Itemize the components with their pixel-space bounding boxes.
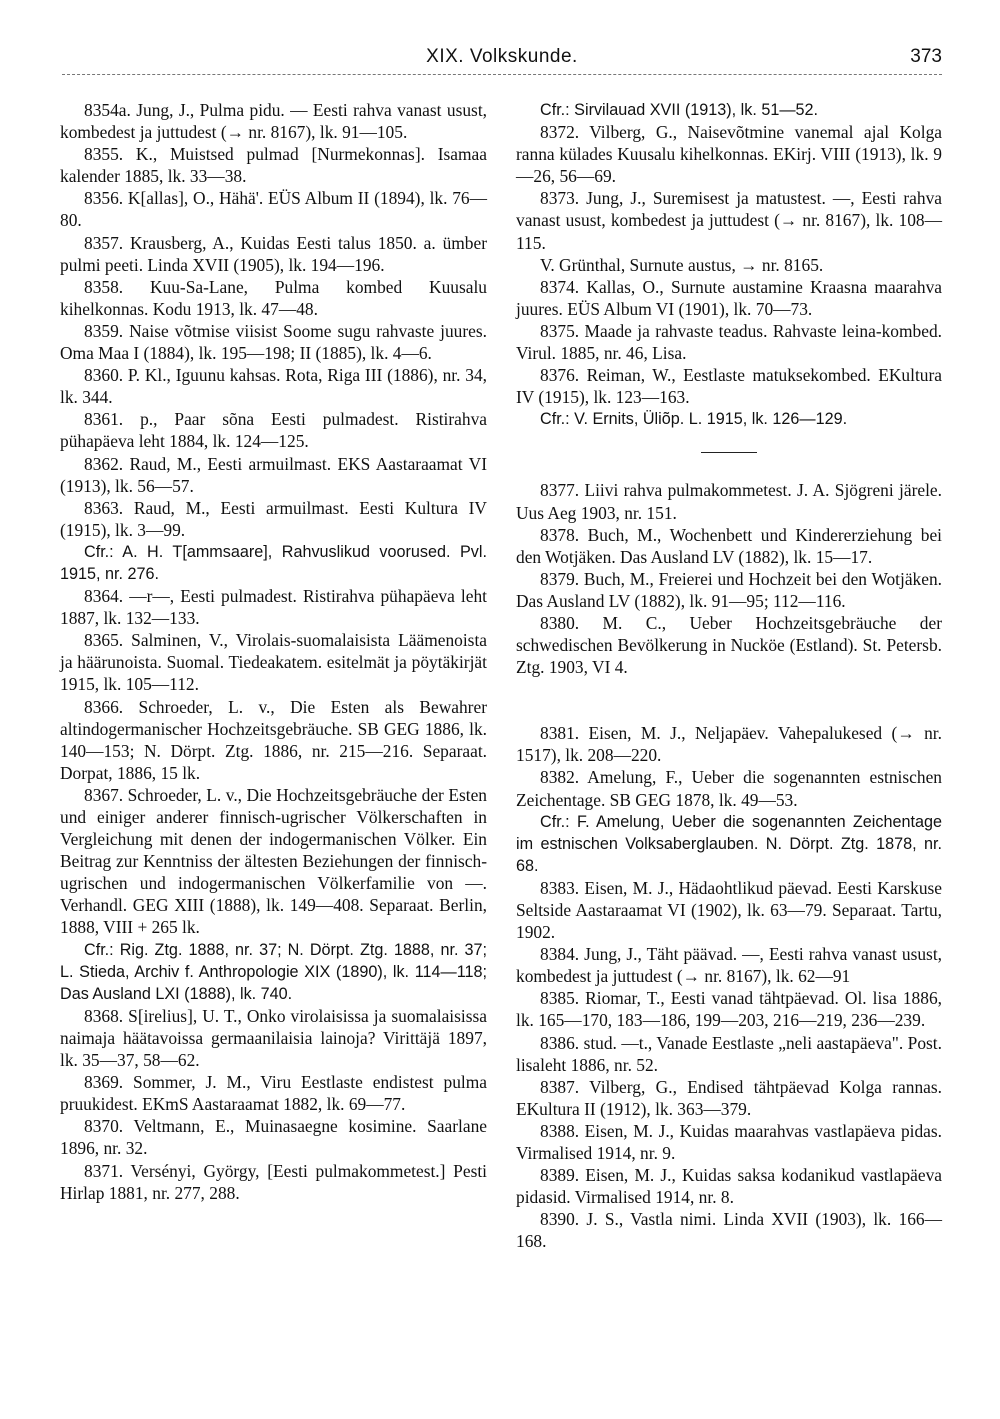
entry-8379: 8379. Buch, M., Freierei und Hochzeit bei den Wotjäken. Das Ausland LV (1882), lk. 91—95; 112—116. [516, 568, 942, 611]
cfr-note: Cfr.: F. Amelung, Ueber die sogenannten Zeichentage im estnischen Volksaberglauben. N. Dörpt. Ztg. 1878, nr. 68. [516, 812, 942, 875]
section-gap [516, 678, 942, 722]
entry-8367: 8367. Schroeder, L. v., Die Hochzeitsgebräuche der Esten und einiger anderer finnisch-ugrischer Völkerschaften in Vergleichung mit denen der indogermanischen Völker. Ein Beitrag zur Kenntniss der ältesten Beziehungen der finnisch-ugrischen und indogermanischen Völkerfamilie von —. Verhandl. GEG XIII (1888), lk. 149—408. Separaat. Berlin, 1888, VIII + 265 lk. [60, 784, 487, 938]
entry-8366: 8366. Schroeder, L. v., Die Esten als Bewahrer altindogermanischer Hochzeitsgebräuche. SB GEG 1886, lk. 140—153; N. Dörpt. Ztg. 1886, nr. 215—216. Separaat. Dorpat, 1886, 15 lk. [60, 696, 487, 783]
entry-8361: 8361. p., Paar sõna Eesti pulmadest. Ristirahva pühapäeva leht 1884, lk. 124—125. [60, 409, 487, 452]
entry-8383: 8383. Eisen, M. J., Hädaohtlikud päevad. Eesti Karskuse Seltside Aastaraamat VI (1902), lk. 63—79. Separaat. Tartu, 1902. [516, 877, 942, 943]
entry-8385: 8385. Riomar, T., Eesti vanad tähtpäevad. Ol. lisa 1886, lk. 165—170, 183—186, 199—203, 216—219, 236—239. [516, 988, 942, 1031]
entry-8359: 8359. Naise võtmise viisist Soome sugu rahvaste juures. Oma Maa I (1884), lk. 195—198; II (1885), lk. 4—6. [60, 320, 487, 364]
entry-8389: 8389. Eisen, M. J., Kuidas saksa kodanikud vastlapäeva pidasid. Virmalised 1914, nr. 8. [516, 1165, 942, 1208]
cfr-note: Cfr.: Sirvilauad XVII (1913), lk. 51—52. [540, 101, 819, 119]
running-header [62, 44, 942, 76]
section-separator [701, 452, 757, 453]
section-title: XIX. Volkskunde. [426, 46, 578, 67]
entry-8378: 8378. Buch, M., Wochenbett und Kindererziehung bei den Wotjäken. Das Ausland LV (1882), lk. 15—17. [516, 524, 942, 567]
entry-8387: 8387. Vilberg, G., Endised tähtpäevad Kolga rannas. EKultura II (1912), lk. 363—379. [516, 1076, 942, 1119]
entry-8363: 8363. Raud, M., Eesti armuilmast. Eesti Kultura IV (1915), lk. 3—99. [60, 497, 487, 540]
entry-8356: 8356. K[allas], O., Hähä'. EÜS Album II (1894), lk. 76—80. [60, 188, 487, 231]
cfr-note: Cfr.: A. H. T[ammsaare], Rahvuslikud voorused. Pvl. 1915, nr. 276. [60, 542, 487, 583]
entry-8390: 8390. J. S., Vastla nimi. Linda XVII (1903), lk. 166—168. [516, 1209, 942, 1252]
entry-8358: 8358. Kuu-Sa-Lane, Pulma kombed Kuusalu kihelkonnas. Kodu 1913, lk. 47—48. [60, 276, 487, 319]
cross-reference: V. Grünthal, Surnute austus, → nr. 8165. [540, 254, 824, 275]
entry-8362: 8362. Raud, M., Eesti armuilmast. EKS Aastaraamat VI (1913), lk. 56—57. [60, 453, 487, 496]
entry-8365: 8365. Salminen, V., Virolais-suomalaisista Läämenoista ja häärunoista. Suomal. Tiedeakatem. esitelmät ja pöytäkirjät 1915, lk. 105—112. [60, 630, 487, 695]
entry-8375: 8375. Maade ja rahvaste teadus. Rahvaste leina-kombed. Virul. 1885, nr. 46, Lisa. [516, 320, 942, 364]
entry-8357: 8357. Krausberg, A., Kuidas Eesti talus 1850. a. ümber pulmi peeti. Linda XVII (1905), lk. 194—196. [60, 232, 487, 275]
cfr-note: Cfr.: Rig. Ztg. 1888, nr. 37; N. Dörpt. Ztg. 1888, nr. 37; L. Stieda, Archiv f. Anthropologie XIX (1890), lk. 114—118; Das Ausland LXI (1888), lk. 740. [60, 940, 487, 1003]
entry-8360: 8360. P. Kl., Iguunu kahsas. Rota, Riga III (1886), nr. 34, lk. 344. [60, 365, 487, 408]
entry-8369: 8369. Sommer, J. M., Viru Eestlaste endistest pulma pruukidest. EKmS Aastaraamat 1882, lk. 69—77. [60, 1072, 487, 1115]
entry-8371: 8371. Versényi, György, [Eesti pulmakommetest.] Pesti Hirlap 1881, nr. 277, 288. [60, 1160, 487, 1203]
entry-8386: 8386. stud. —t., Vanade Eestlaste „neli aastapäeva". Post. lisaleht 1886, nr. 52. [516, 1032, 942, 1075]
entry-8377: 8377. Liivi rahva pulmakommetest. J. A. Sjögreni järele. Uus Aeg 1903, nr. 151. [516, 480, 942, 523]
right-column [516, 99, 942, 1253]
entry-8376: 8376. Reiman, W., Eestlaste matuksekombed. EKultura IV (1915), lk. 123—163. [516, 365, 942, 408]
left-column [60, 99, 487, 1204]
entry-8374: 8374. Kallas, O., Surnute austamine Kraasna maarahva juures. EÜS Album VI (1901), lk. 70—73. [516, 276, 942, 319]
entry-8355: 8355. K., Muistsed pulmad [Nurmekonnas]. Isamaa kalender 1885, lk. 33—38. [60, 144, 487, 187]
entry-8388: 8388. Eisen, M. J., Kuidas maarahvas vastlapäeva pidas. Virmalised 1914, nr. 9. [516, 1120, 942, 1164]
entry-8370: 8370. Veltmann, E., Muinasaegne kosimine. Saarlane 1896, nr. 32. [60, 1116, 487, 1159]
entry-8372: 8372. Vilberg, G., Naisevõtmine vanemal ajal Kolga ranna külades Kuusalu kihelkonnas. EKirj. VIII (1913), lk. 9—26, 56—69. [516, 122, 942, 187]
entry-8373: 8373. Jung, J., Suremisest ja matustest. —, Eesti rahva vanast usust, kombedest ja juttudest (→ nr. 8167), lk. 108—115. [516, 188, 942, 253]
entry-8380: 8380. M. C., Ueber Hochzeitsgebräuche der schwedischen Bevölkerung in Nucköe (Estland). St. Petersb. Ztg. 1903, VI 4. [516, 612, 942, 678]
header-rule [62, 74, 942, 75]
entry-8381: 8381. Eisen, M. J., Neljapäev. Vahepalukesed (→ nr. 1517), lk. 208—220. [516, 723, 942, 766]
cfr-note: Cfr.: V. Ernits, Üliõp. L. 1915, lk. 126—129. [540, 410, 848, 429]
page-number: 373 [910, 46, 942, 67]
entry-8384: 8384. Jung, J., Täht päävad. —, Eesti rahva vanast usust, kombedest ja juttudest (→ nr. 8167), lk. 62—91 [516, 944, 942, 987]
entry-8368: 8368. S[irelius], U. T., Onko virolaisissa ja suomalaisissa naimaja häätavoissa germaanilaisia lainoja? Virittäjä 1897, lk. 35—37, 58—62. [60, 1005, 487, 1071]
entry-8382: 8382. Amelung, F., Ueber die sogenannten estnischen Zeichentage. SB GEG 1878, lk. 49—53. [516, 767, 942, 810]
entry-8364: 8364. —r—, Eesti pulmadest. Ristirahva pühapäeva leht 1887, lk. 132—133. [60, 586, 487, 629]
entry-8354a: 8354a. Jung, J., Pulma pidu. — Eesti rahva vanast usust, kombedest ja juttudest (→ nr. 8167), lk. 91—105. [60, 100, 487, 143]
